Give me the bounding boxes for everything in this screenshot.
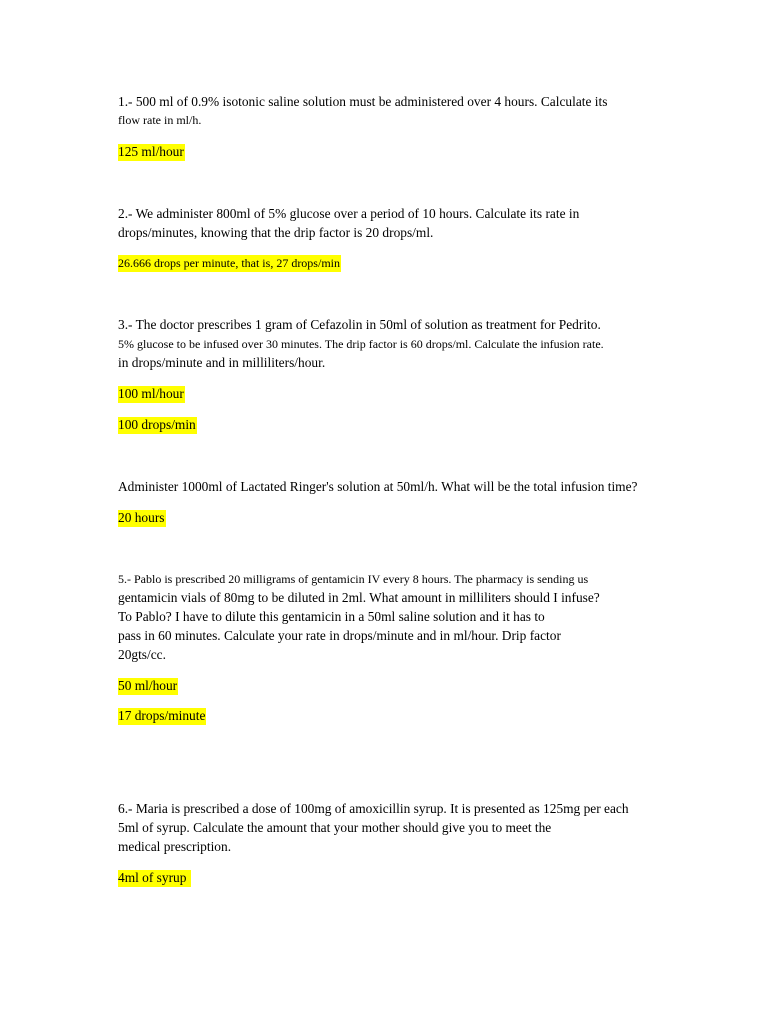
question-5-line-1: 5.- Pablo is prescribed 20 milligrams of gentamicin IV every 8 hours. The pharmacy is sending us	[118, 572, 589, 586]
question-2-line-1: 2.- We administer 800ml of 5% glucose over a period of 10 hours. Calculate its rate in	[118, 206, 580, 221]
question-5-answer-2: 17 drops/minute	[118, 708, 206, 723]
question-2-line-2: drops/minutes, knowing that the drip factor is 20 drops/ml.	[118, 225, 434, 240]
question-6-answer: 4ml of syrup	[118, 870, 190, 885]
question-3-answer-2: 100 drops/min	[118, 417, 196, 432]
question-1-line-2: flow rate in ml/h.	[118, 113, 202, 127]
question-5-line-3: To Pablo? I have to dilute this gentamicin in a 50ml saline solution and it has to	[118, 609, 545, 624]
question-5-line-4: pass in 60 minutes. Calculate your rate in drops/minute and in ml/hour. Drip factor	[118, 628, 561, 643]
question-3-answer-1: 100 ml/hour	[118, 386, 184, 401]
question-6-line-2: 5ml of syrup. Calculate the amount that your mother should give you to meet the	[118, 820, 552, 835]
question-5-answer-1: 50 ml/hour	[118, 678, 178, 693]
question-5-line-5: 20gts/cc.	[118, 647, 166, 662]
question-3-line-2: 5% glucose to be infused over 30 minutes. The drip factor is 60 drops/ml. Calculate the infusion rate.	[118, 337, 604, 351]
question-5-line-2: gentamicin vials of 80mg to be diluted in 2ml. What amount in milliliters should I infuse?	[118, 590, 600, 605]
question-6-line-1: 6.- Maria is prescribed a dose of 100mg of amoxicillin syrup. It is presented as 125mg per each	[118, 801, 629, 816]
question-1-line-1: 1.- 500 ml of 0.9% isotonic saline solution must be administered over 4 hours. Calculate its	[118, 94, 608, 109]
question-4-line-1: Administer 1000ml of Lactated Ringer's solution at 50ml/h. What will be the total infusion time?	[118, 479, 638, 494]
question-1-answer: 125 ml/hour	[118, 144, 184, 159]
question-3-line-3: in drops/minute and in milliliters/hour.	[118, 355, 326, 370]
question-3-line-1: 3.- The doctor prescribes 1 gram of Cefazolin in 50ml of solution as treatment for Pedrito.	[118, 317, 601, 332]
question-6-line-3: medical prescription.	[118, 839, 232, 854]
question-2-answer: 26.666 drops per minute, that is, 27 drops/min	[118, 256, 340, 270]
question-4-answer: 20 hours	[118, 510, 165, 525]
